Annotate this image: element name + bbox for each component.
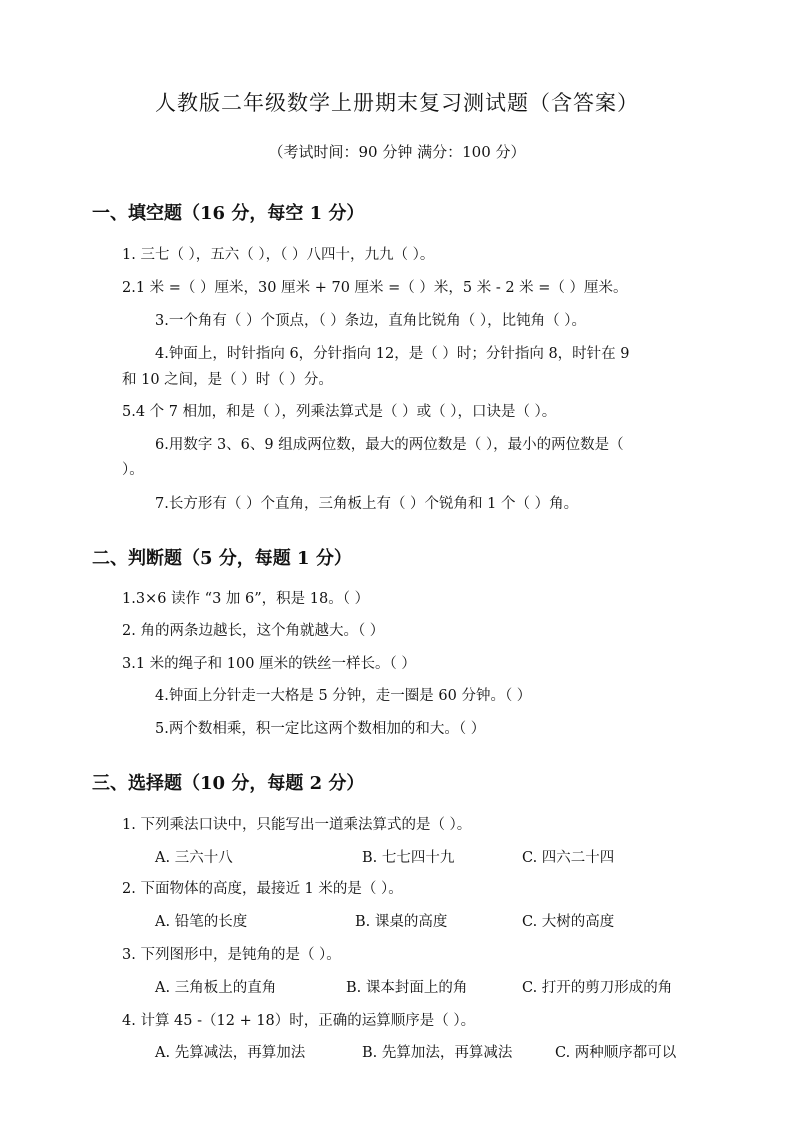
question-1-6-cont: ）。 bbox=[122, 462, 144, 478]
question-3-1-option-b: B. 七七四十九 bbox=[362, 850, 455, 866]
question-3-4-option-c: C. 两种顺序都可以 bbox=[555, 1045, 677, 1061]
question-3-2-option-c: C. 大树的高度 bbox=[522, 914, 615, 930]
question-2-4: 4.钟面上分针走一大格是 5 分钟，走一圈是 60 分钟。（ ） bbox=[155, 688, 532, 704]
question-1-4: 4.钟面上，时针指向 6，分针指向 12，是（ ）时；分针指向 8，时针在 9 bbox=[155, 346, 630, 362]
question-2-1: 1.3×6 读作 “3 加 6”，积是 18。（ ） bbox=[122, 591, 370, 607]
question-1-6: 6.用数字 3、6、9 组成两位数，最大的两位数是（ ），最小的两位数是（ bbox=[155, 437, 624, 453]
document-title: 人教版二年级数学上册期末复习测试题（含答案） bbox=[155, 91, 639, 115]
section-heading-true-false: 二、判断题（5 分，每题 1 分） bbox=[92, 548, 352, 569]
question-2-3: 3.1 米的绳子和 100 厘米的铁丝一样长。（ ） bbox=[122, 656, 416, 672]
question-3-3-option-a: A. 三角板上的直角 bbox=[155, 980, 277, 996]
question-1-4-cont: 和 10 之间，是（ ）时（ ）分。 bbox=[122, 372, 333, 388]
section-heading-fill-blank: 一、填空题（16 分，每空 1 分） bbox=[92, 203, 365, 224]
question-3-1-option-c: C. 四六二十四 bbox=[522, 850, 615, 866]
question-3-1-option-a: A. 三六十八 bbox=[155, 850, 233, 866]
question-1-3: 3.一个角有（ ）个顶点，（ ）条边，直角比锐角（ ），比钝角（ ）。 bbox=[155, 313, 587, 329]
question-3-3-option-b: B. 课本封面上的角 bbox=[346, 980, 468, 996]
question-1-5: 5.4 个 7 相加，和是（ ），列乘法算式是（ ）或（ ），口诀是（ ）。 bbox=[122, 404, 557, 420]
question-2-5: 5.两个数相乘，积一定比这两个数相加的和大。（ ） bbox=[155, 721, 486, 737]
question-3-4: 4. 计算 45 -（12 + 18）时，正确的运算顺序是（ ）。 bbox=[122, 1013, 476, 1029]
question-1-2: 2.1 米 =（ ）厘米，30 厘米 + 70 厘米 =（ ）米，5 米 - 2 米 =（ ）厘米。 bbox=[122, 280, 628, 296]
question-3-4-option-b: B. 先算加法，再算减法 bbox=[362, 1045, 513, 1061]
question-3-1: 1. 下列乘法口诀中，只能写出一道乘法算式的是（ ）。 bbox=[122, 817, 472, 833]
question-3-2-option-a: A. 铅笔的长度 bbox=[155, 914, 248, 930]
section-heading-multiple-choice: 三、选择题（10 分，每题 2 分） bbox=[92, 773, 365, 794]
question-3-4-option-a: A. 先算减法，再算加法 bbox=[155, 1045, 306, 1061]
question-3-2-option-b: B. 课桌的高度 bbox=[355, 914, 448, 930]
question-2-2: 2. 角的两条边越长，这个角就越大。（ ） bbox=[122, 623, 385, 639]
question-1-1: 1. 三七（ ），五六（ ），（ ）八四十，九九（ ）。 bbox=[122, 247, 435, 263]
question-3-3: 3. 下列图形中，是钝角的是（ ）。 bbox=[122, 947, 341, 963]
question-3-2: 2. 下面物体的高度，最接近 1 米的是（ ）。 bbox=[122, 881, 403, 897]
exam-info: （考试时间：90 分钟 满分：100 分） bbox=[268, 143, 526, 161]
question-3-3-option-c: C. 打开的剪刀形成的角 bbox=[522, 980, 673, 996]
question-1-7: 7.长方形有（ ）个直角，三角板上有（ ）个锐角和 1 个（ ）角。 bbox=[155, 496, 579, 512]
